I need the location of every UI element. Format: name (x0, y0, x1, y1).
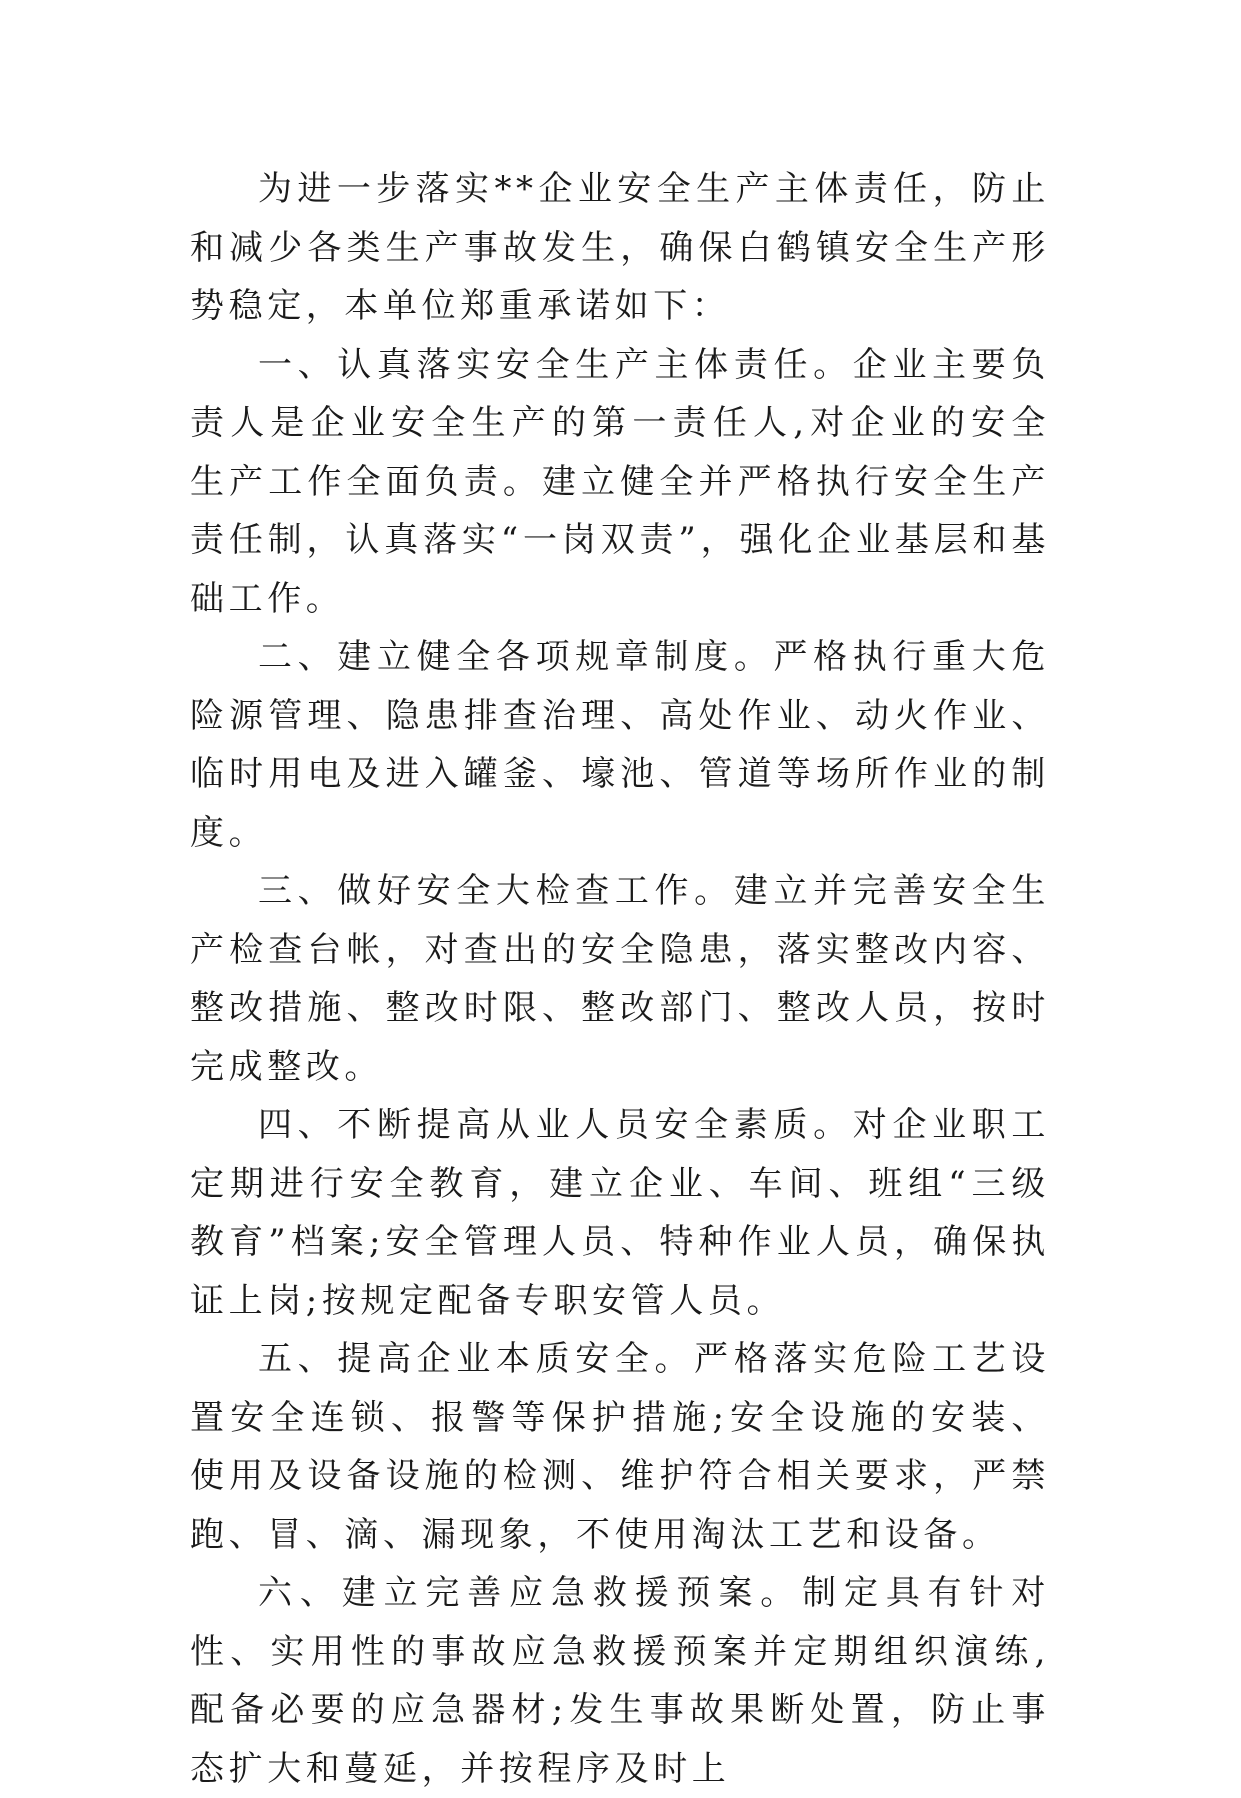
paragraph-item-6: 六、建立完善应急救援预案。制定具有针对性、实用性的事故应急救援预案并定期组织演练,配备必要的应急器材;发生事故果断处置，防止事态扩大和蔓延，并按程序及时上 (190, 1573, 1050, 1789)
paragraph-item-5: 五、提高企业本质安全。严格落实危险工艺设置安全连锁、报警等保护措施;安全设施的安装、使用及设备设施的检测、维护符合相关要求，严禁跑、冒、滴、漏现象，不使用淘汰工艺和设备。 (190, 1339, 1050, 1555)
paragraph-intro: 为进一步落实**企业安全生产主体责任，防止和减少各类生产事故发生，确保白鹤镇安全生产形势稳定，本单位郑重承诺如下： (190, 169, 1050, 326)
paragraph-item-1: 一、认真落实安全生产主体责任。企业主要负责人是企业安全生产的第一责任人,对企业的安全生产工作全面负责。建立健全并严格执行安全生产责任制，认真落实“一岗双责”，强化企业基层和基础工作。 (190, 344, 1050, 619)
document-body (190, 160, 1050, 1798)
paragraph-item-4: 四、不断提高从业人员安全素质。对企业职工定期进行安全教育，建立企业、车间、班组“三级教育”档案;安全管理人员、特种作业人员，确保执证上岗;按规定配备专职安管人员。 (190, 1105, 1050, 1321)
paragraph-item-3: 三、做好安全大检查工作。建立并完善安全生产检查台帐，对查出的安全隐患，落实整改内容、整改措施、整改时限、整改部门、整改人员，按时完成整改。 (190, 871, 1050, 1087)
paragraph-item-2: 二、建立健全各项规章制度。严格执行重大危险源管理、隐患排查治理、高处作业、动火作业、临时用电及进入罐釜、壕池、管道等场所作业的制度。 (190, 637, 1050, 853)
